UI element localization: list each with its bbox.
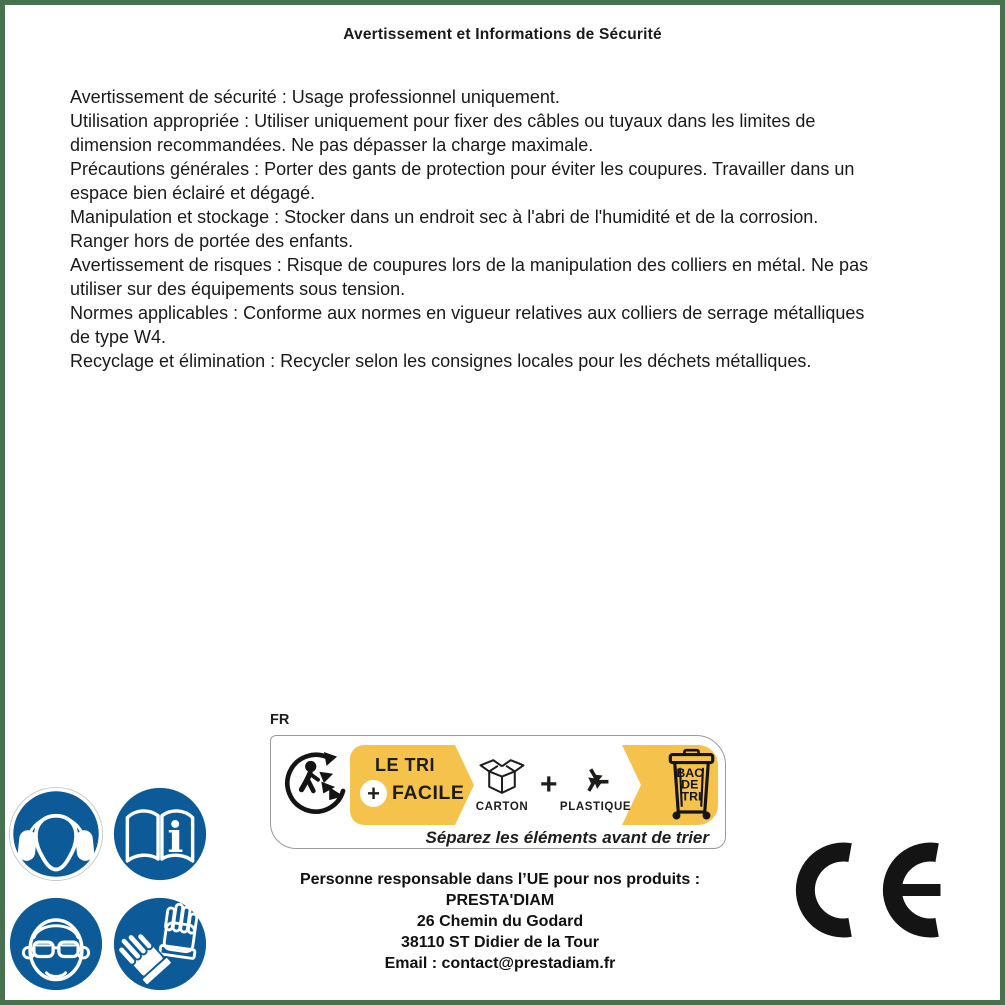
safety-text-line: dimension recommandées. Ne pas dépasser la charge maximale. [70,135,594,155]
safety-text-line: espace bien éclairé et dégagé. [70,183,316,203]
plastique-column [560,752,632,813]
carton-label: CARTON [475,801,529,813]
safety-text-line: Recyclage et élimination : Recycler selon les consignes locales pour les déchets métalliques. [70,351,812,371]
wear-protective-gloves-icon [112,896,208,992]
company-name: PRESTA'DIAM [445,892,555,909]
le-tri-text: LE TRI [375,755,435,775]
sorting-strip [350,745,718,825]
safety-text-line: Avertissement de risques : Risque de coupures lors de la manipulation des colliers en métal. Ne pas [70,255,869,275]
safety-text-block [70,85,868,373]
responsible-block [250,869,750,974]
safety-text-line: Avertissement de sécurité : Usage professionnel uniquement. [70,87,560,107]
read-instruction-manual-icon [112,786,208,882]
plastique-label: PLASTIQUE [559,801,632,813]
address-city: 38110 ST Didier de la Tour [401,934,599,951]
safety-text-line: Utilisation appropriée : Utiliser uniquement pour fixer des câbles ou tuyaux dans les limites de [70,111,816,131]
svg-text:BAC DE TRI: BAC DE TRI [676,766,704,804]
safety-text-line: Manipulation et stockage : Stocker dans un endroit sec à l'abri de l'humidité et de la corrosion. [70,207,819,227]
triman-icon [283,747,349,819]
mandatory-icons-grid [8,786,208,992]
safety-text-line: Ranger hors de portée des enfants. [70,231,354,251]
safety-text-line: utiliser sur des équipements sous tension. [70,279,406,299]
le-tri-facile-headline [360,755,464,807]
plus-circle-icon: + [360,780,387,807]
sorting-caption: Séparez les éléments avant de trier [425,828,709,847]
materials-group [466,752,632,813]
contact-email: Email : contact@prestadiam.fr [384,955,616,972]
materials-plus-sign: + [540,768,558,801]
facile-text: FACILE [392,782,465,804]
sorting-bin-icon [665,747,718,824]
plastic-recycling-icon [570,752,622,798]
country-code-label: FR [270,712,290,728]
wear-ear-protection-icon [8,786,104,882]
responsible-heading: Personne responsable dans l’UE pour nos produits : [299,871,701,888]
address-street: 26 Chemin du Godard [416,913,584,930]
safety-text-line: Normes applicables : Conforme aux normes en vigueur relatives aux colliers de serrage métalliques [70,303,865,323]
safety-text-line: Précautions générales : Porter des gants de protection pour éviter les coupures. Travailler dans un [70,159,855,179]
ce-marking-logo [793,842,948,942]
carton-box-icon [476,752,528,798]
svg-text:i: i [167,812,184,863]
safety-text-line: de type W4. [70,327,167,347]
recycling-sorting-label [270,735,726,849]
carton-column [466,752,538,813]
wear-eye-protection-icon [8,896,104,992]
page-title: Avertissement et Informations de Sécurité [343,26,662,43]
